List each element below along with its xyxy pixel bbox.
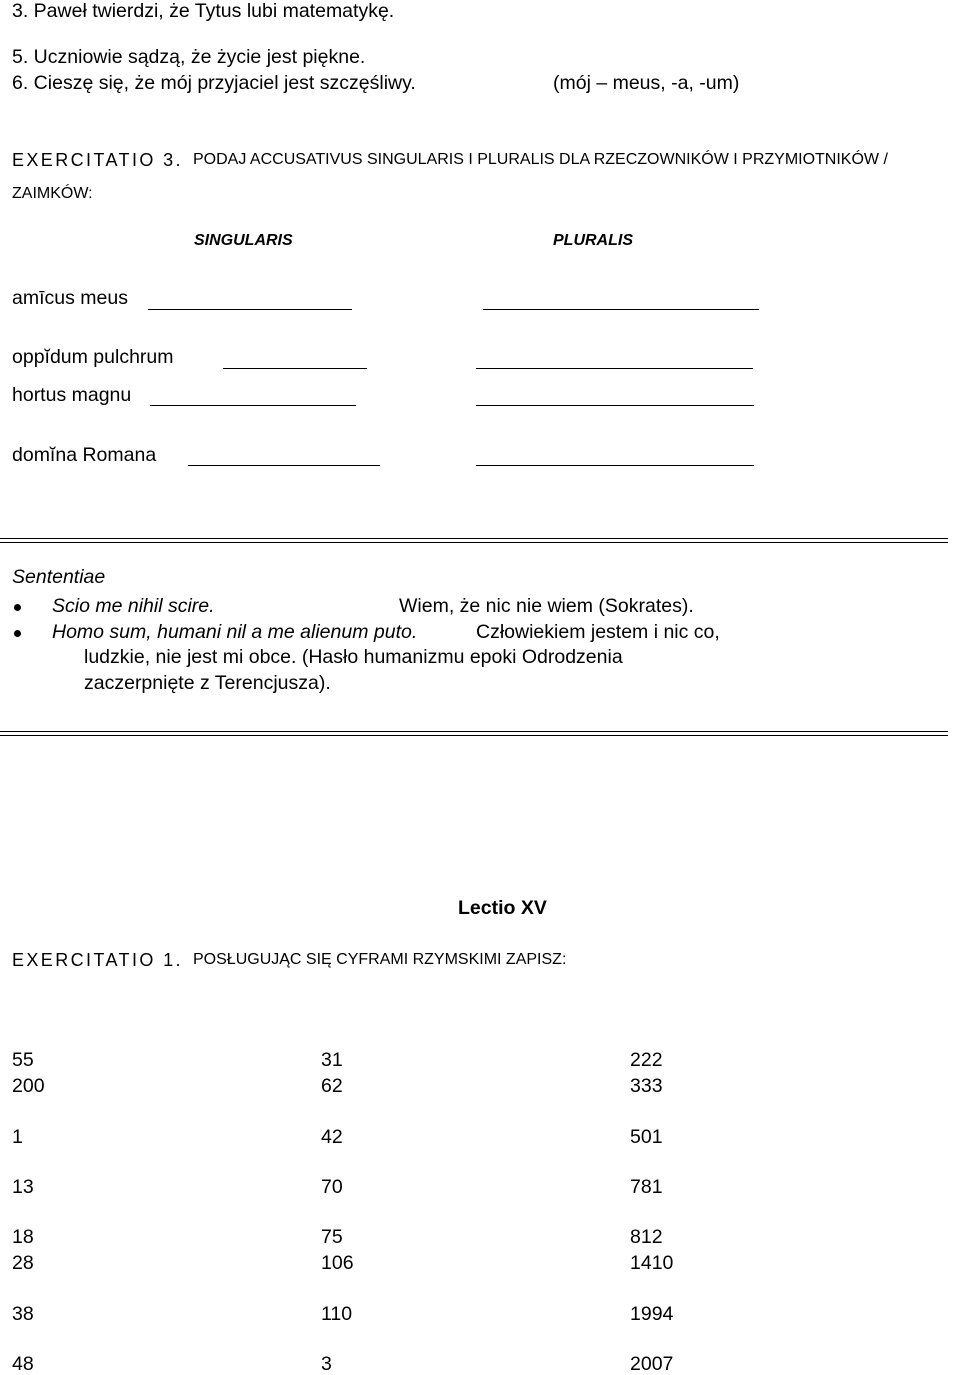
number-cell: 3 (321, 1353, 332, 1375)
pluralis-answer-blank[interactable] (483, 309, 759, 310)
number-cell: 2007 (630, 1353, 674, 1375)
number-cell: 62 (321, 1075, 343, 1097)
item-label: domĭna Romana (12, 444, 157, 466)
number-cell: 501 (630, 1126, 663, 1148)
sentence-6: 6. Cieszę się, że mój przyjaciel jest szczęśliwy. (12, 72, 416, 94)
exercise-1-instruction: POSŁUGUJĄC SIĘ CYFRAMI RZYMSKIMI ZAPISZ: (193, 951, 567, 968)
number-cell: 31 (321, 1049, 343, 1071)
double-rule-divider (0, 731, 948, 736)
exercise-1-label: EXERCITATIO 1. (12, 950, 183, 970)
number-cell: 70 (321, 1176, 343, 1198)
number-cell: 1410 (630, 1252, 674, 1274)
sentence-6-note: (mój – meus, -a, -um) (553, 72, 740, 94)
sentence-translation: Wiem, że nic nie wiem (Sokrates). (399, 595, 694, 617)
number-cell: 28 (12, 1252, 34, 1274)
number-cell: 48 (12, 1353, 34, 1375)
number-cell: 18 (12, 1226, 34, 1248)
number-cell: 55 (12, 1049, 34, 1071)
bullet-icon (14, 630, 21, 637)
column-header-singularis: SINGULARIS (194, 232, 293, 249)
number-cell: 222 (630, 1049, 663, 1071)
number-cell: 781 (630, 1176, 663, 1198)
sentence-translation: Człowiekiem jestem i nic co, (476, 621, 720, 643)
sentence-latin: Scio me nihil scire. (52, 595, 215, 617)
sentence-translation-cont: zaczerpnięte z Terencjusza). (84, 672, 331, 694)
number-cell: 812 (630, 1226, 663, 1248)
exercise-3-label: EXERCITATIO 3. (12, 150, 183, 170)
column-header-pluralis: PLURALIS (553, 232, 633, 249)
item-label: hortus magnu (12, 384, 132, 406)
exercise-3-instruction: PODAJ ACCUSATIVUS SINGULARIS I PLURALIS DLA RZECZOWNIKÓW I PRZYMIOTNIKÓW / (193, 151, 888, 168)
item-label: oppĭdum pulchrum (12, 346, 174, 368)
number-cell: 42 (321, 1126, 343, 1148)
lesson-title: Lectio XV (458, 897, 547, 919)
sentence-3: 3. Paweł twierdzi, że Tytus lubi matematykę. (12, 0, 395, 22)
number-cell: 1994 (630, 1303, 674, 1325)
singularis-answer-blank[interactable] (188, 465, 380, 466)
pluralis-answer-blank[interactable] (476, 405, 754, 406)
number-cell: 110 (321, 1303, 353, 1325)
double-rule-divider (0, 538, 948, 543)
number-cell: 1 (12, 1126, 23, 1148)
pluralis-answer-blank[interactable] (476, 465, 754, 466)
singularis-answer-blank[interactable] (148, 309, 352, 310)
number-cell: 200 (12, 1075, 45, 1097)
number-cell: 75 (321, 1226, 343, 1248)
sentence-5: 5. Uczniowie sądzą, że życie jest piękne. (12, 46, 366, 68)
singularis-answer-blank[interactable] (223, 368, 367, 369)
sentence-translation-cont: ludzkie, nie jest mi obce. (Hasło humanizmu epoki Odrodzenia (84, 646, 623, 668)
number-cell: 333 (630, 1075, 663, 1097)
sententiae-heading: Sententiae (12, 566, 106, 588)
exercise-3-instruction-cont: ZAIMKÓW: (12, 185, 93, 202)
number-cell: 38 (12, 1303, 34, 1325)
pluralis-answer-blank[interactable] (476, 368, 753, 369)
bullet-icon (14, 604, 21, 611)
number-cell: 13 (12, 1176, 34, 1198)
item-label: amīcus meus (12, 287, 128, 309)
singularis-answer-blank[interactable] (150, 405, 356, 406)
number-cell: 106 (321, 1252, 354, 1274)
sentence-latin: Homo sum, humani nil a me alienum puto. (52, 621, 418, 643)
